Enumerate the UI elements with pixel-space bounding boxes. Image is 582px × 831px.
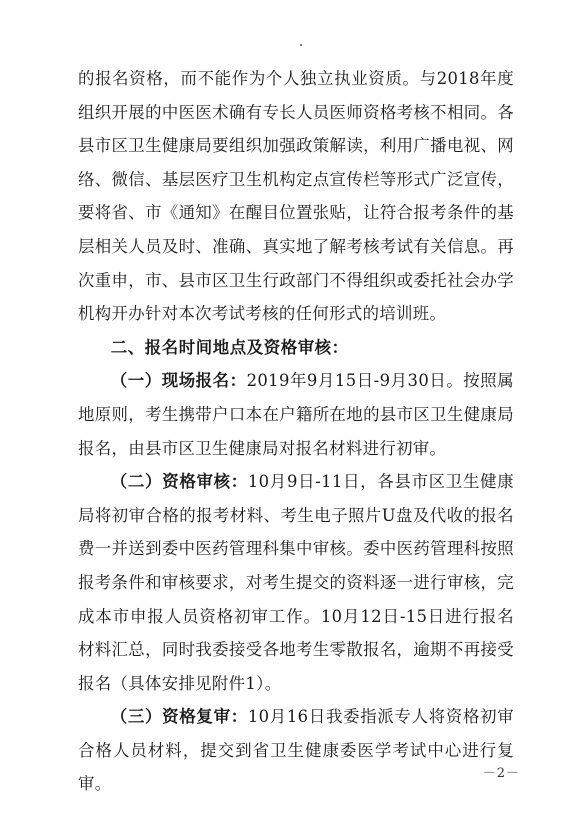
intro-paragraph-text: 的报名资格，而不能作为个人独立执业资质。与2018年度组织开展的中医医术确有专长人员医师资格考核不相同。各县市区卫生健康局要组织加强政策解读，利用广播电视、网络、微信、基层医疗卫生机构定点宣传栏等形式广泛宣传，要将省、市《通知》在醒目位置张贴，让符合报考条件的基层相关人员及时、准确、真实地了解考核考试有关信息。再次重申，市、县市区卫生行政部门不得组织或委托社会办学机构开办针对本次考试考核的任何形式的培训班。 xyxy=(78,69,514,324)
page-number: －2－ xyxy=(482,766,520,781)
item-qualification-review-text: 10月9日-11日，各县市区卫生健康局将初审合格的报考材料、考生电子照片U盘及代收的报名费一并送到委中医药管理科集中审核。委中医药管理科按照报考条件和审核要求，对考生提交的资料逐一进行审核，完成本市申报人员资格初审工作。10月12日-15日进行报名材料汇总，同时我委接受各地考生零散报名，逾期不再接受报名（具体安排见附件1）。 xyxy=(78,472,514,693)
item-qualification-recheck-text: 10月16日我委指派专人将资格初审合格人员材料，提交到省卫生健康委医学考试中心进行复审。 xyxy=(78,707,514,794)
item-qualification-review xyxy=(78,465,514,700)
section-heading: 二、报名时间地点及资格审核： xyxy=(110,337,349,357)
scan-speck xyxy=(300,44,302,46)
item-qualification-review-lead: （二）资格审核： xyxy=(110,472,248,492)
item-qualification-recheck-lead: （三）资格复审： xyxy=(110,707,248,727)
item-qualification-recheck xyxy=(78,700,514,801)
document-body xyxy=(78,62,514,801)
item-onsite-registration-text: 2019年9月15日-9月30日。按照属地原则，考生携带户口本在户籍所在地的县市区卫生健康局报名，由县市区卫生健康局对报名材料进行初审。 xyxy=(78,371,514,458)
item-onsite-registration xyxy=(78,364,514,465)
item-onsite-registration-lead: （一）现场报名： xyxy=(110,371,247,391)
intro-paragraph xyxy=(78,62,514,331)
